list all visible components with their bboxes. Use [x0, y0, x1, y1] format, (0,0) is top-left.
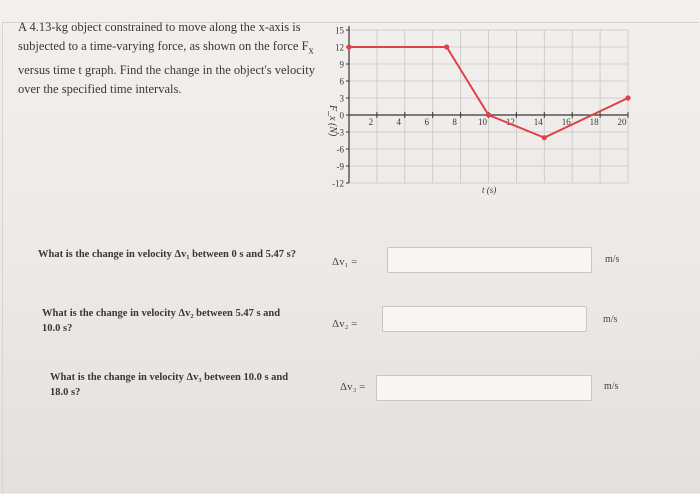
delta-v1-input[interactable] [387, 247, 592, 273]
chart-tick-labels [332, 26, 627, 189]
y-tick-label: 15 [335, 25, 344, 36]
delta-v3-unit: m/s [604, 381, 619, 392]
problem-line-4: over the specified time intervals. [18, 81, 182, 96]
x-tick-label: 14 [533, 117, 543, 127]
series-point [444, 44, 449, 49]
question-3-line-1: What is the change in velocity Δv₃ between 10.0 s and [50, 372, 289, 383]
x-tick-label: 6 [424, 117, 429, 127]
series-point [625, 95, 630, 100]
y-axis-label: F_x (N) [327, 105, 338, 137]
problem-line-3: versus time t graph. Find the change in the object's velocity [18, 62, 315, 77]
x-tick-label: 2 [368, 117, 374, 127]
y-tick-label: 9 [339, 59, 344, 70]
x-tick-label: 12 [505, 117, 515, 127]
x-tick-label: 20 [617, 117, 627, 127]
delta-v2-unit: m/s [603, 314, 618, 325]
x-tick-label: 10 [478, 117, 487, 127]
y-tick-label: -12 [332, 178, 344, 189]
problem-line-2-text: subjected to a time-varying force, as shown on the force F [18, 39, 309, 53]
chart-grid [349, 30, 628, 183]
question-3-line-2: 18.0 s? [50, 387, 81, 398]
y-tick-label: 0 [339, 110, 344, 121]
y-tick-label: 3 [339, 93, 344, 104]
chart-axes [346, 26, 628, 183]
y-tick-label: 6 [339, 76, 344, 87]
question-3 [50, 370, 310, 400]
delta-v1-label: Δv₁ = [332, 256, 358, 268]
question-2 [42, 306, 302, 336]
delta-v2-label: Δv₂ = [332, 318, 358, 330]
question-1 [38, 247, 338, 262]
problem-line-1: A 4.13-kg object constrained to move along the x-axis is [18, 20, 301, 34]
x-axis-label: t (s) [482, 185, 497, 195]
x-tick-label: 18 [589, 117, 599, 127]
x-tick-label: 16 [561, 117, 571, 127]
question-2-line-1: What is the change in velocity Δv₂ between 5.47 s and [42, 308, 281, 319]
y-tick-label: -6 [336, 144, 344, 155]
x-tick-label: 4 [396, 117, 402, 127]
series-point [542, 135, 547, 140]
question-2-line-2: 10.0 s? [42, 323, 73, 334]
x-tick-label: 8 [452, 117, 457, 127]
delta-v1-unit: m/s [605, 254, 620, 265]
delta-v3-input[interactable] [376, 375, 592, 401]
delta-v3-label: Δv₃ = [340, 381, 366, 393]
y-tick-label: -9 [336, 161, 344, 172]
series-point [486, 112, 491, 117]
delta-v2-input[interactable] [382, 306, 587, 332]
force-subscript: x [308, 45, 314, 57]
y-tick-label: -3 [336, 127, 344, 138]
y-tick-label: 12 [335, 42, 344, 53]
question-1-line-1: What is the change in velocity Δv₁ between 0 s and 5.47 s? [38, 249, 296, 260]
series-point [346, 44, 351, 49]
